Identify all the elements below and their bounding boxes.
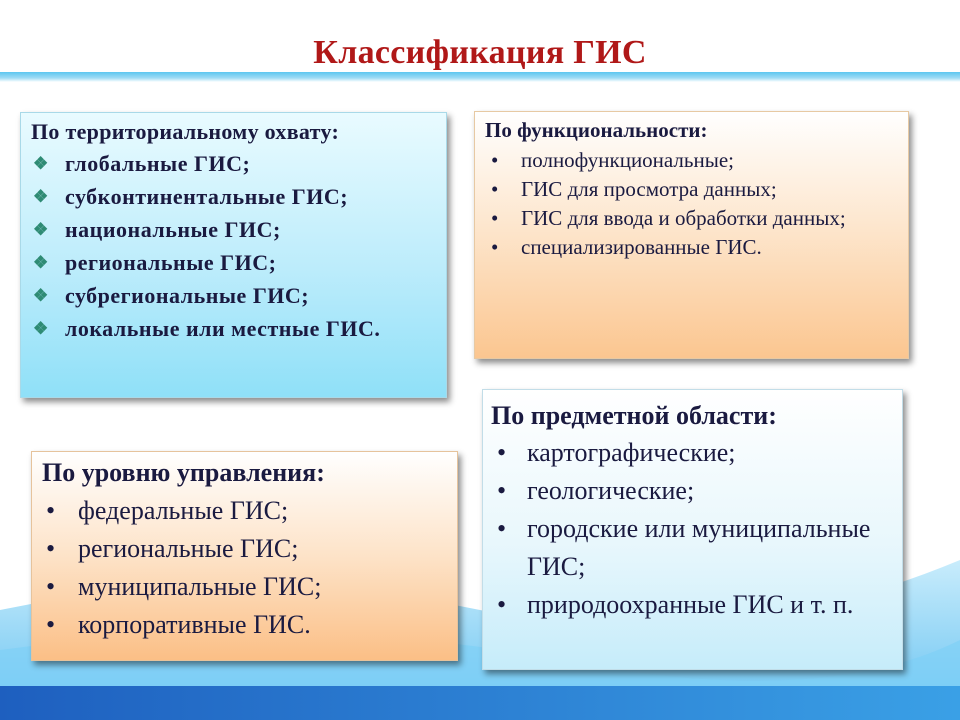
list-item: • корпоративные ГИС.	[42, 606, 447, 644]
subject-list	[491, 434, 892, 624]
list-item: • геологические;	[491, 472, 892, 510]
diamond-bullet-icon: ❖	[33, 187, 49, 206]
diamond-bullet-icon: ❖	[33, 220, 49, 239]
list-item: ❖ региональные ГИС;	[33, 250, 277, 275]
list-item: ❖ национальные ГИС;	[33, 217, 281, 242]
dot-bullet-icon: •	[46, 534, 56, 563]
dot-bullet-icon: •	[497, 438, 507, 467]
dot-bullet-icon: •	[491, 235, 499, 259]
list-item: ❖ глобальные ГИС;	[33, 151, 251, 176]
diamond-bullet-icon: ❖	[33, 154, 49, 173]
list-item: • специализированные ГИС.	[491, 235, 762, 259]
dot-bullet-icon: •	[491, 177, 499, 201]
diamond-bullet-icon: ❖	[33, 286, 49, 305]
management-heading: По уровню управления:	[42, 458, 325, 487]
dot-bullet-icon: •	[497, 476, 507, 505]
dot-bullet-icon: •	[497, 514, 507, 543]
dot-bullet-icon: •	[46, 610, 56, 639]
subject-heading: По предметной области:	[491, 401, 777, 430]
territorial-heading: По территориальному охвату:	[31, 119, 340, 144]
dot-bullet-icon: •	[491, 148, 499, 172]
territorial-box	[20, 112, 447, 398]
functional-list	[485, 148, 898, 260]
list-item: ❖ субрегиональные ГИС;	[33, 283, 310, 308]
list-item: ❖ субконтинентальные ГИС;	[33, 184, 349, 209]
list-item: • ГИС для просмотра данных;	[491, 177, 777, 201]
list-item: • полнофункциональные;	[491, 148, 734, 172]
header-band	[0, 72, 960, 82]
slide-title: Классификация ГИС	[313, 34, 647, 71]
list-item: • городские или муниципальные ГИС;	[491, 510, 892, 586]
functional-box	[474, 111, 909, 359]
subject-box	[482, 389, 903, 670]
dot-bullet-icon: •	[46, 496, 56, 525]
list-item: • природоохранные ГИС и т. п.	[491, 586, 892, 624]
dot-bullet-icon: •	[46, 572, 56, 601]
diamond-bullet-icon: ❖	[33, 253, 49, 272]
list-item: • картографические;	[491, 434, 892, 472]
management-list	[42, 492, 447, 644]
dot-bullet-icon: •	[491, 206, 499, 230]
functional-heading: По функциональности:	[485, 118, 708, 142]
list-item: ❖ локальные или местные ГИС.	[33, 316, 381, 341]
management-box	[31, 451, 458, 661]
list-item: • муниципальные ГИС;	[42, 568, 447, 606]
diamond-bullet-icon: ❖	[33, 319, 49, 338]
list-item: • региональные ГИС;	[42, 530, 447, 568]
dot-bullet-icon: •	[497, 590, 507, 619]
list-item: • ГИС для ввода и обработки данных;	[491, 206, 846, 230]
territorial-list	[31, 147, 436, 343]
list-item: • федеральные ГИС;	[42, 492, 447, 530]
